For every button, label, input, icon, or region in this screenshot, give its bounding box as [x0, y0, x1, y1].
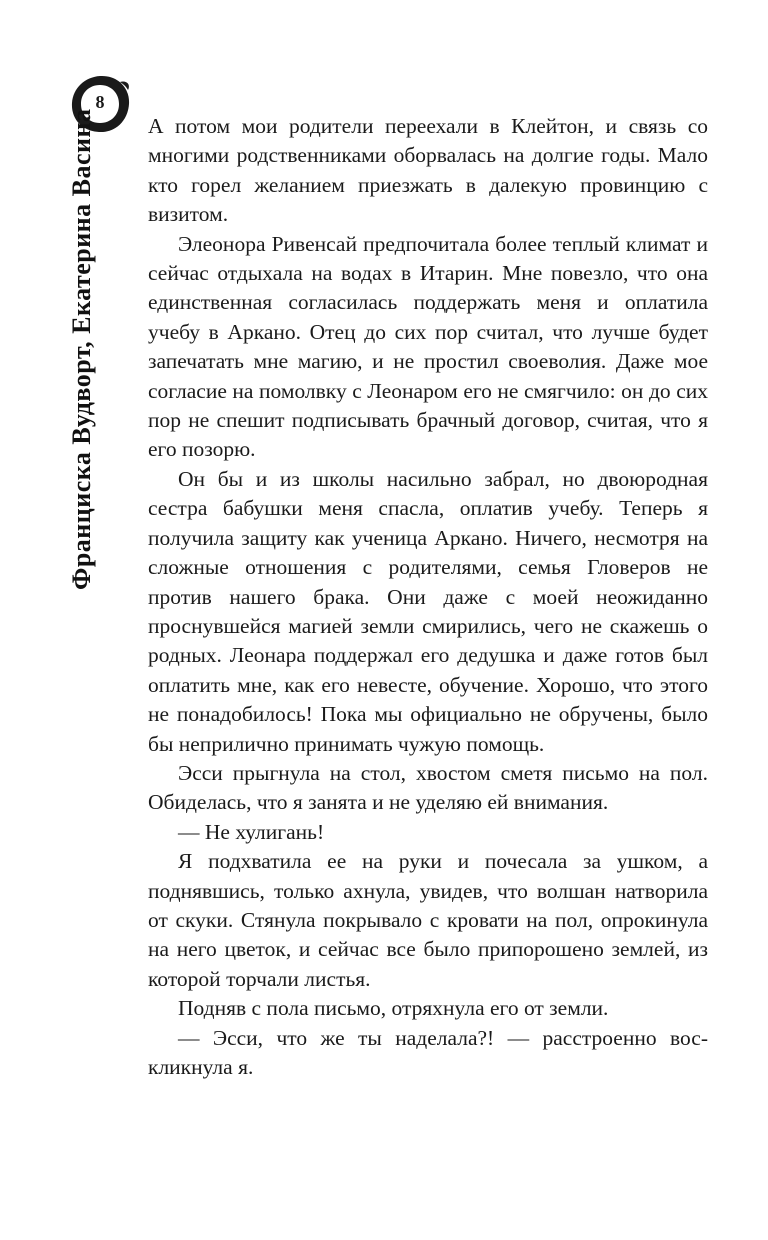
- running-header: Франциска Вудворт, Екатерина Васина: [67, 108, 96, 590]
- paragraph: Он бы и из школы насильно забрал, но двоюродная сестра бабушки меня спасла, оплатив учебу. Теперь я получила защиту как ученица Аркано. Ничего, несмотря на сложные отношения с родителями, семья Гловеров не против нашего брака. Они даже с моей неожиданно проснувшейся магией земли смирились, чего не скажешь о родных. Леонара поддержал его дедушка и даже готов был оплатить мне, как его невесте, обучение. Хорошо, что этого не понадобилось! Пока мы официально не обручены, было бы неприлично принимать чужую помощь.: [148, 466, 708, 756]
- paragraph: А потом мои родители переехали в Клейтон, и связь со многими родственниками оборвалась на долгие годы. Мало кто горел желанием приезжать в далекую провинцию с визитом.: [148, 114, 708, 227]
- paragraph: Подняв с пола письмо, отряхнула его от земли.: [178, 996, 609, 1021]
- dialogue-line: — Не хулигань!: [178, 819, 325, 844]
- paragraph: Элеонора Ривенсай предпочитала более теплый климат и сейчас отдыхала на водах в Итарин. Мне повезло, что она единственная согласилась поддержать меня и оплатила учебу в Аркано. Отец до сих пор считал, что лучше будет запечатать мне магию, и не простил своеволия. Даже мое согласие на помолвку с Леонаром его не смягчило: он до сих пор не спешит подписывать брачный договор, считая, что я его позорю.: [148, 231, 708, 462]
- page-number: 8: [95, 92, 105, 112]
- paragraph: Я подхватила ее на руки и почесала за ушком, а поднявшись, только ахнула, увидев, что волшан натворила от скуки. Стянула покрывало с кровати на пол, опрокинула на него цветок, и сейчас все было припорошено землей, из которой торчали листья.: [148, 849, 708, 991]
- dialogue-line: — Эсси, что же ты наделала?! — расстроенно воскликнула я.: [148, 1025, 708, 1079]
- body-text: [148, 112, 708, 1082]
- paragraph: Эсси прыгнула на стол, хвостом сметя письмо на пол. Обиделась, что я занята и не уделяю ей внимания.: [148, 760, 708, 815]
